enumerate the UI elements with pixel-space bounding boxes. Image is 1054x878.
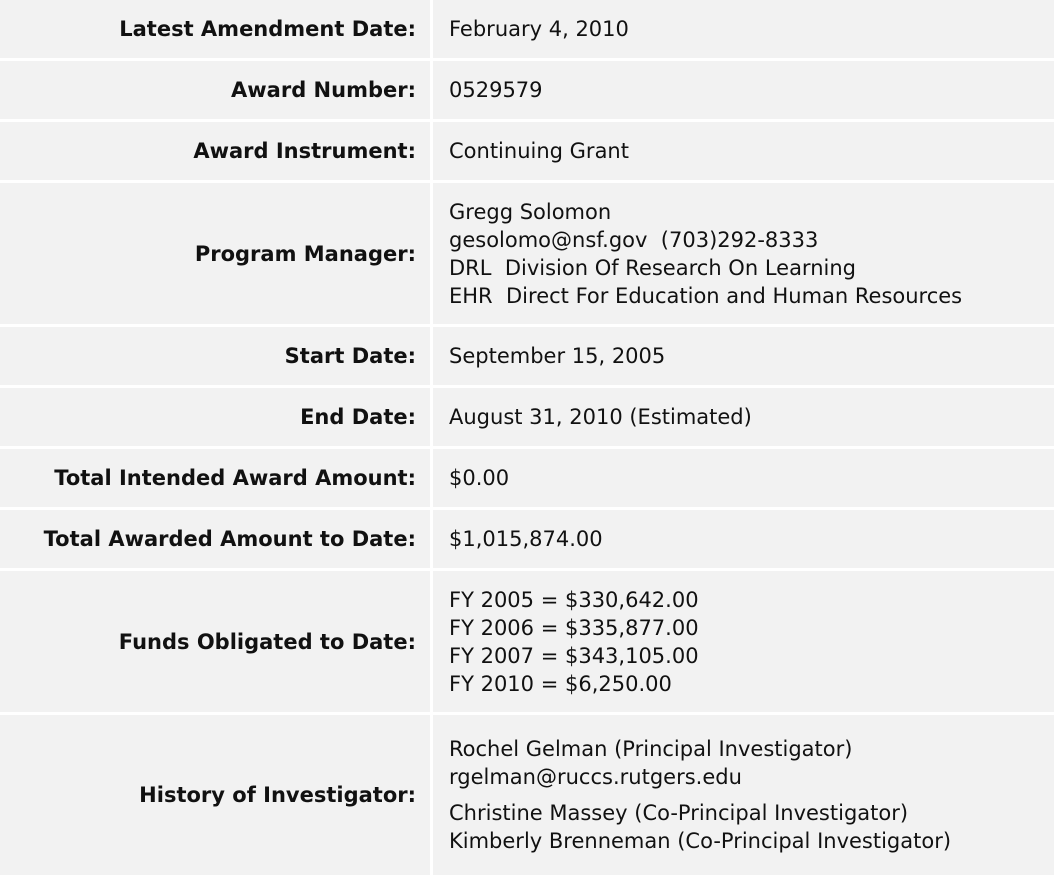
funds-fy2006: FY 2006 = $335,877.00	[449, 615, 699, 640]
funds-fy2007: FY 2007 = $343,105.00	[449, 643, 699, 668]
total-awarded-amount-label: Total Awarded Amount to Date:	[0, 510, 430, 568]
table-row	[0, 715, 1054, 875]
program-manager-email-link[interactable]: gesolomo@nsf.gov	[449, 227, 648, 252]
award-instrument-value: Continuing Grant	[433, 122, 1054, 180]
end-date-value: August 31, 2010 (Estimated)	[433, 388, 1054, 446]
funds-fy2005: FY 2005 = $330,642.00	[449, 587, 699, 612]
program-manager-label: Program Manager:	[0, 183, 430, 324]
division-name: Division Of Research On Learning	[504, 255, 856, 280]
division-code: DRL	[449, 255, 492, 280]
award-instrument-label: Award Instrument:	[0, 122, 430, 180]
program-manager-contact	[449, 226, 1053, 254]
program-manager-name: Gregg Solomon	[449, 199, 612, 224]
principal-investigator-email-link[interactable]: rgelman@ruccs.rutgers.edu	[449, 765, 742, 789]
table-row	[0, 327, 1054, 385]
co-principal-investigator: Kimberly Brenneman (Co-Principal Investigator)	[449, 829, 952, 853]
program-manager-division	[449, 254, 1053, 282]
table-row	[0, 61, 1054, 119]
latest-amendment-date-value: February 4, 2010	[433, 0, 1054, 58]
principal-investigator: Rochel Gelman (Principal Investigator)	[449, 737, 853, 761]
co-principal-investigator: Christine Massey (Co-Principal Investigator)	[449, 801, 909, 825]
start-date-label: Start Date:	[0, 327, 430, 385]
program-manager-value	[433, 183, 1054, 324]
table-row	[0, 183, 1054, 324]
funds-obligated-value	[433, 571, 1054, 712]
total-intended-amount-value: $0.00	[433, 449, 1054, 507]
start-date-value: September 15, 2005	[433, 327, 1054, 385]
total-awarded-amount-value: $1,015,874.00	[433, 510, 1054, 568]
funds-obligated-label: Funds Obligated to Date:	[0, 571, 430, 712]
table-row	[0, 449, 1054, 507]
latest-amendment-date-label: Latest Amendment Date:	[0, 0, 430, 58]
total-intended-amount-label: Total Intended Award Amount:	[0, 449, 430, 507]
funds-fy2010: FY 2010 = $6,250.00	[449, 671, 672, 696]
table-row	[0, 388, 1054, 446]
table-row	[0, 0, 1054, 58]
directorate-code: EHR	[449, 283, 493, 308]
investigator-history-value	[433, 715, 1054, 875]
award-number-label: Award Number:	[0, 61, 430, 119]
table-row	[0, 510, 1054, 568]
directorate-name: Direct For Education and Human Resources	[506, 283, 963, 308]
end-date-label: End Date:	[0, 388, 430, 446]
program-manager-phone: (703)292-8333	[660, 227, 819, 252]
table-row	[0, 122, 1054, 180]
table-row	[0, 571, 1054, 712]
program-manager-directorate	[449, 282, 1053, 310]
award-number-value: 0529579	[433, 61, 1054, 119]
investigator-history-label: History of Investigator:	[0, 715, 430, 875]
